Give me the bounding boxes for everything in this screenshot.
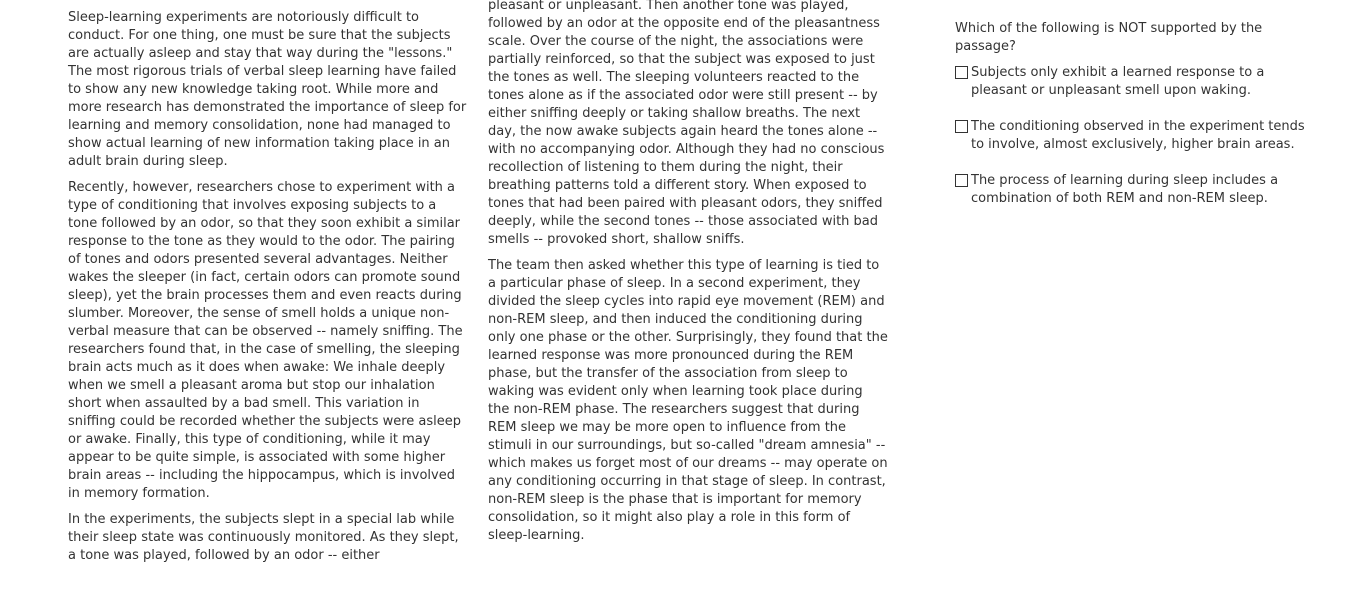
- passage-column-left: [68, 9, 468, 573]
- answer-choice[interactable]: [955, 118, 1305, 154]
- answer-checkbox[interactable]: [955, 120, 968, 133]
- answer-choice[interactable]: [955, 64, 1305, 100]
- question-stem: Which of the following is NOT supported by the passage?: [955, 21, 1263, 54]
- passage-column-middle: [488, 0, 888, 553]
- passage-paragraph: Recently, however, researchers chose to experiment with a type of conditioning that involves exposing subjects to a tone followed by an odor, so that they soon exhibit a similar response to the tone as they would to the odor. The pairing of tones and odors presented several advantages. Neither wakes the sleeper (in fact, certain odors can promote sound sleep), yet the brain processes them and even reacts during slumber. Moreover, the sense of smell holds a unique non-verbal measure that can be observed -- namely sniffing. The researchers found that, in the case of smelling, the sleeping brain acts much as it does when awake: We inhale deeply when we smell a pleasant aroma but stop our inhalation short when assaulted by a bad smell. This variation in sniffing could be recorded whether the subjects were asleep or awake. Finally, this type of conditioning, while it may appear to be quite simple, is associated with some higher brain areas -- including the hippocampus, which is involved in memory formation.: [68, 180, 463, 501]
- question-panel: [955, 20, 1305, 226]
- answer-checkbox[interactable]: [955, 174, 968, 187]
- answer-choice-label: The conditioning observed in the experiment tends to involve, almost exclusively, higher brain areas.: [971, 119, 1305, 152]
- passage-paragraph: In the experiments, the subjects slept in a special lab while their sleep state was continuously monitored. As they slept, a tone was played, followed by an odor -- either: [68, 512, 459, 563]
- answer-checkbox[interactable]: [955, 66, 968, 79]
- passage-paragraph: pleasant or unpleasant. Then another tone was played, followed by an odor at the opposite end of the pleasantness scale. Over the course of the night, the associations were partially reinforced, so that the subject was exposed to just the tones as well. The sleeping volunteers reacted to the tones alone as if the associated odor were still present -- by either sniffing deeply or taking shallow breaths. The next day, the now awake subjects again heard the tones alone -- with no accompanying odor. Although they had no conscious recollection of listening to them during the night, their breathing patterns told a different story. When exposed to tones that had been paired with pleasant odors, they sniffed deeply, while the second tones -- those associated with bad smells -- provoked short, shallow sniffs.: [488, 0, 885, 247]
- answer-choice[interactable]: [955, 172, 1305, 208]
- passage-paragraph: Sleep-learning experiments are notoriously difficult to conduct. For one thing, one must be sure that the subjects are actually asleep and stay that way during the "lessons." The most rigorous trials of verbal sleep learning have failed to show any new knowledge taking root. While more and more research has demonstrated the importance of sleep for learning and memory consolidation, none had managed to show actual learning of new information taking place in an adult brain during sleep.: [68, 10, 467, 169]
- passage-paragraph: The team then asked whether this type of learning is tied to a particular phase of sleep. In a second experiment, they divided the sleep cycles into rapid eye movement (REM) and non-REM sleep, and then induced the conditioning during only one phase or the other. Surprisingly, they found that the learned response was more pronounced during the REM phase, but the transfer of the association from sleep to waking was evident only when learning took place during the non-REM phase. The researchers suggest that during REM sleep we may be more open to influence from the stimuli in our surroundings, but so-called "dream amnesia" -- which makes us forget most of our dreams -- may operate on any conditioning occurring in that stage of sleep. In contrast, non-REM sleep is the phase that is important for memory consolidation, so it might also play a role in this form of sleep-learning.: [488, 258, 888, 543]
- answer-choice-label: The process of learning during sleep includes a combination of both REM and non-REM sleep.: [971, 173, 1279, 206]
- answer-choice-label: Subjects only exhibit a learned response to a pleasant or unpleasant smell upon waking.: [971, 65, 1265, 98]
